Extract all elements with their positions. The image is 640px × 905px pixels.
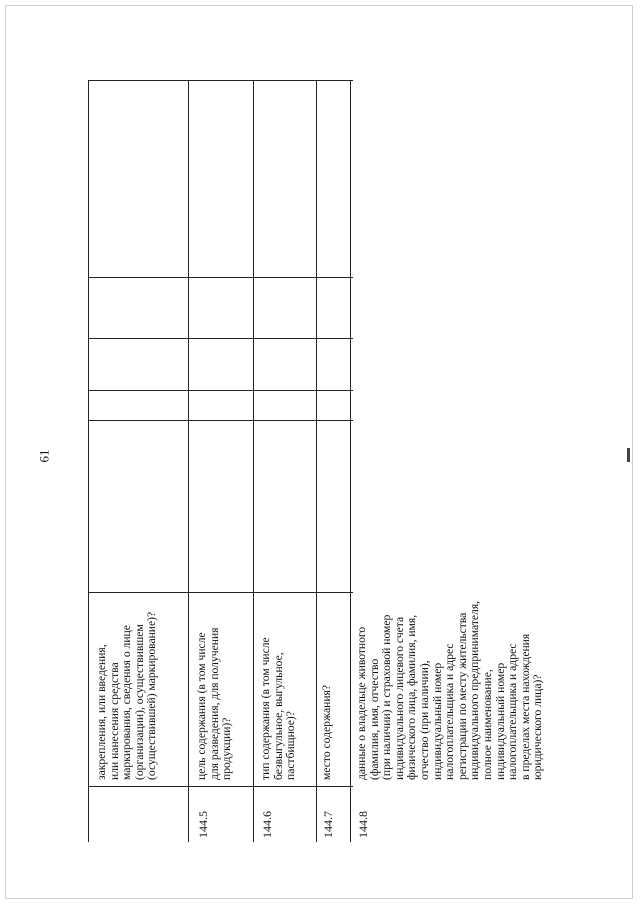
table-line (253, 80, 254, 842)
table-line (88, 80, 353, 81)
table-cell-question: закрепления, или введения, или нанесения средства маркирования, сведения о лице (организации), осуществившем (осуществившей) маркирование)? (95, 611, 159, 780)
table-line (88, 592, 353, 593)
scan-mark (627, 448, 630, 462)
table-cell-question: тип содержания (в том числе безвыгульное, выгульное, пастбищное)? (259, 637, 298, 780)
table-line (188, 80, 189, 842)
table-cell-number: 144.6 (260, 811, 274, 838)
table-cell-number: 144.5 (196, 811, 210, 838)
table-cell-question: данные о владельце животного (фамилия, имя, отчество (при наличии) и страховой номер индивидуального лицевого счета физического лица, фамилия, имя, отчество (при наличии), индивидуальный номер налогоплательщика и адрес регистрации по месту жительства индивидуального предпринимателя, полное наименование, индивидуальный номер налогоплательщика и адрес в пределах места нахождения юридического лица)? (355, 600, 545, 780)
table-cell-number: 144.7 (321, 811, 335, 838)
table-line (88, 390, 353, 391)
table-line (88, 786, 353, 787)
table-line (88, 338, 353, 339)
table-line (88, 277, 353, 278)
table-cell-question: место содержания? (320, 684, 333, 780)
table-line (88, 420, 353, 421)
table-cell-question: цель содержания (в том числе для разведения, для получения продукции)? (195, 627, 234, 780)
table-line (316, 80, 317, 842)
page-number: 61 (36, 449, 52, 463)
table-line (350, 80, 351, 842)
table-cell-number: 144.8 (356, 811, 370, 838)
table-line (88, 80, 89, 842)
